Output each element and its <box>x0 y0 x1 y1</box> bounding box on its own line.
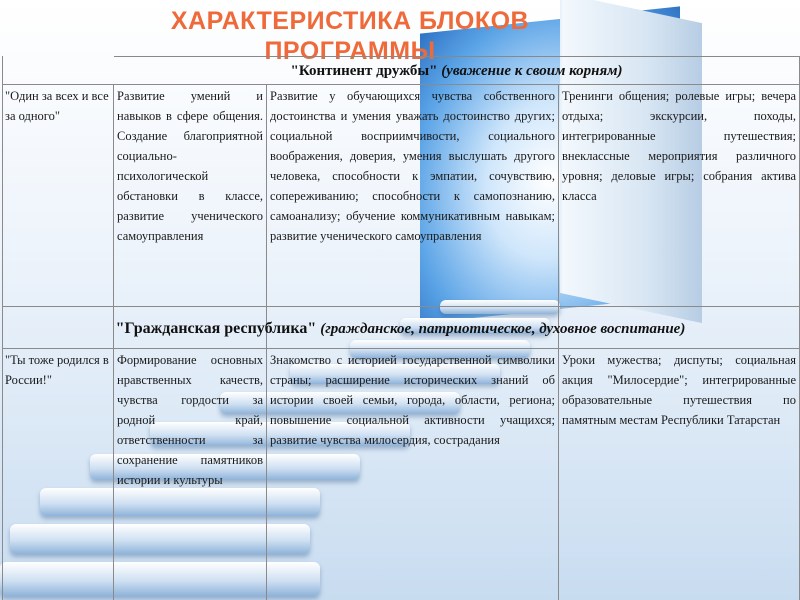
block1-name: "Континент дружбы" <box>290 63 438 79</box>
block2-col1: "Ты тоже родился в России!" <box>2 349 114 600</box>
block1-header <box>114 56 799 85</box>
block1-col3: Развитие у обучающихся чувства собственного достоинства и умения уважать достоинство других; социальной восприимчивости, социального воображения, доверия, умения выслушать другого человека, способности к эмпатии, сочувствию, сопереживанию; способности к самопознанию, самоанализу; обучение коммуникативным навыкам; развитие ученического самоуправления <box>267 85 559 362</box>
block1-subtitle: (уважение к своим корням) <box>441 63 623 79</box>
row-divider <box>2 306 799 307</box>
block2-subtitle: (гражданское, патриотическое, духовное воспитание) <box>320 321 686 337</box>
block2-col4: Уроки мужества; диспуты; социальная акция "Милосердие"; интегрированные образовательные путешествия по памятным местам Республики Татарстан <box>562 353 796 427</box>
block2-header <box>2 314 799 344</box>
page-title-line1: ХАРАКТЕРИСТИКА БЛОКОВ <box>170 7 530 35</box>
block2-name: "Гражданская республика" <box>115 320 317 337</box>
block1-col4: Тренинги общения; ролевые игры; вечера отдыха; экскурсии, походы, интегрированные путешествия; внеклассные мероприятия различного уровня; деловые игры; собрания актива класса <box>562 89 796 203</box>
page-title-line2: ПРОГРАММЫ <box>264 37 436 65</box>
block1-col2: Развитие умений и навыков в сфере общения. Создание благоприятной социально-психологической обстановки в классе, развитие ученического самоуправления <box>114 85 267 362</box>
block2-col2: Формирование основных нравственных качеств, чувства гордости за родной край, ответственности за сохранение памятников истории и культуры <box>114 349 267 600</box>
block1-col1: "Один за всех и все за одного" <box>2 85 114 362</box>
block2-col3: Знакомство с историей государственной символики страны; расширение исторических знаний об истории своей семьи, города, области, региона; повышение социальной активности учащихся; развитие чувства милосердия, сострадания <box>267 349 559 600</box>
